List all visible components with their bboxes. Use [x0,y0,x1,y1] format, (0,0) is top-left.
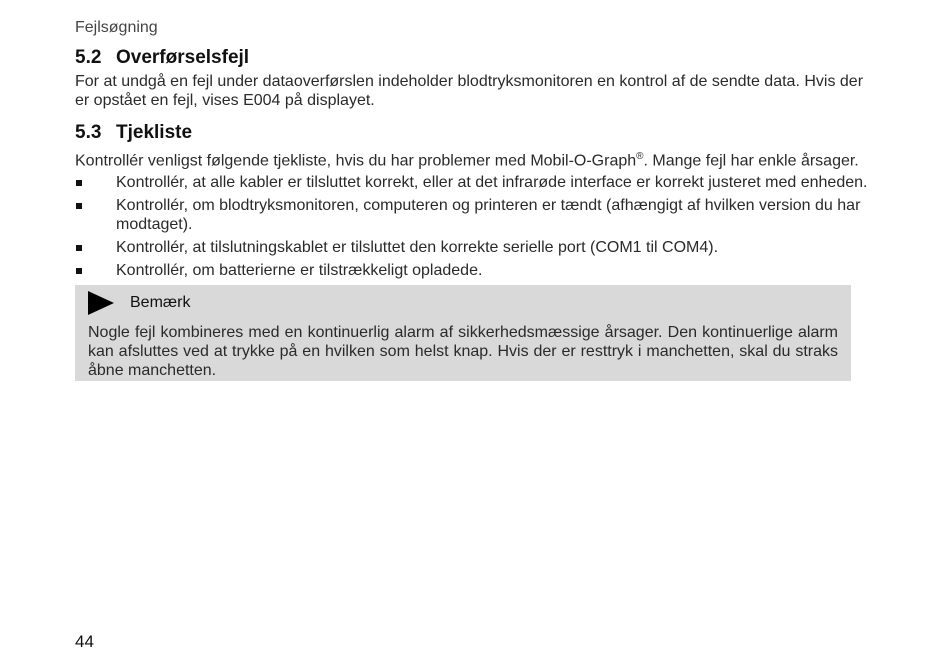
note-box [75,285,851,381]
section-5-2 [75,46,875,110]
section-body: For at undgå en fejl under dataoverførslen indeholder blodtryksmonitoren en kontrol af de sendte data. Hvis der er opstået en fejl, vises E004 på displayet. [75,73,864,109]
list-item [75,173,875,192]
running-header: Fejlsøgning [75,19,158,36]
list-item-text: Kontrollér, om batterierne er tilstrækkeligt opladede. [116,262,483,280]
list-item-text: Kontrollér, om blodtryksmonitoren, computeren og printeren er tændt (afhængigt af hvilken version du har modtaget). [116,197,861,234]
list-item [75,261,875,280]
note-label: Bemærk [130,294,191,311]
section-title: Tjekliste [116,122,193,143]
list-item [75,196,875,234]
checklist-intro [75,147,875,170]
note-header [88,291,838,315]
list-item-text: Kontrollér, at tilslutningskablet er tilsluttet den korrekte serielle port (COM1 til COM4). [116,239,719,257]
section-heading [75,121,875,145]
bullet-square-icon [76,245,82,251]
page-number: 44 [75,632,94,651]
registered-mark: ® [636,151,644,162]
intro-text-end: . Mange fejl har enkle årsager. [643,152,859,170]
bullet-square-icon [76,180,82,186]
play-triangle-icon [88,291,114,315]
intro-text: Kontrollér venligst følgende tjekliste, hvis du har problemer med Mobil-O-Graph [75,152,637,170]
bullet-square-icon [76,268,82,274]
bullet-square-icon [76,203,82,209]
section-number: 5.3 [75,122,102,143]
section-heading [75,46,875,70]
checklist [75,173,875,280]
note-text: Nogle fejl kombineres med en kontinuerlig alarm af sikkerhedsmæssige årsager. Den kontinuerlige alarm kan afsluttes ved at trykke på en hvilken som helst knap. Hvis der er resttryk i manchetten, skal du straks åbne manchetten. [88,324,838,379]
section-title: Overførselsfejl [116,47,250,68]
list-item [75,238,875,257]
section-5-3 [75,121,875,284]
list-item-text: Kontrollér, at alle kabler er tilsluttet korrekt, eller at det infrarøde interface er korrekt justeret med enheden. [116,174,868,192]
section-number: 5.2 [75,47,102,68]
